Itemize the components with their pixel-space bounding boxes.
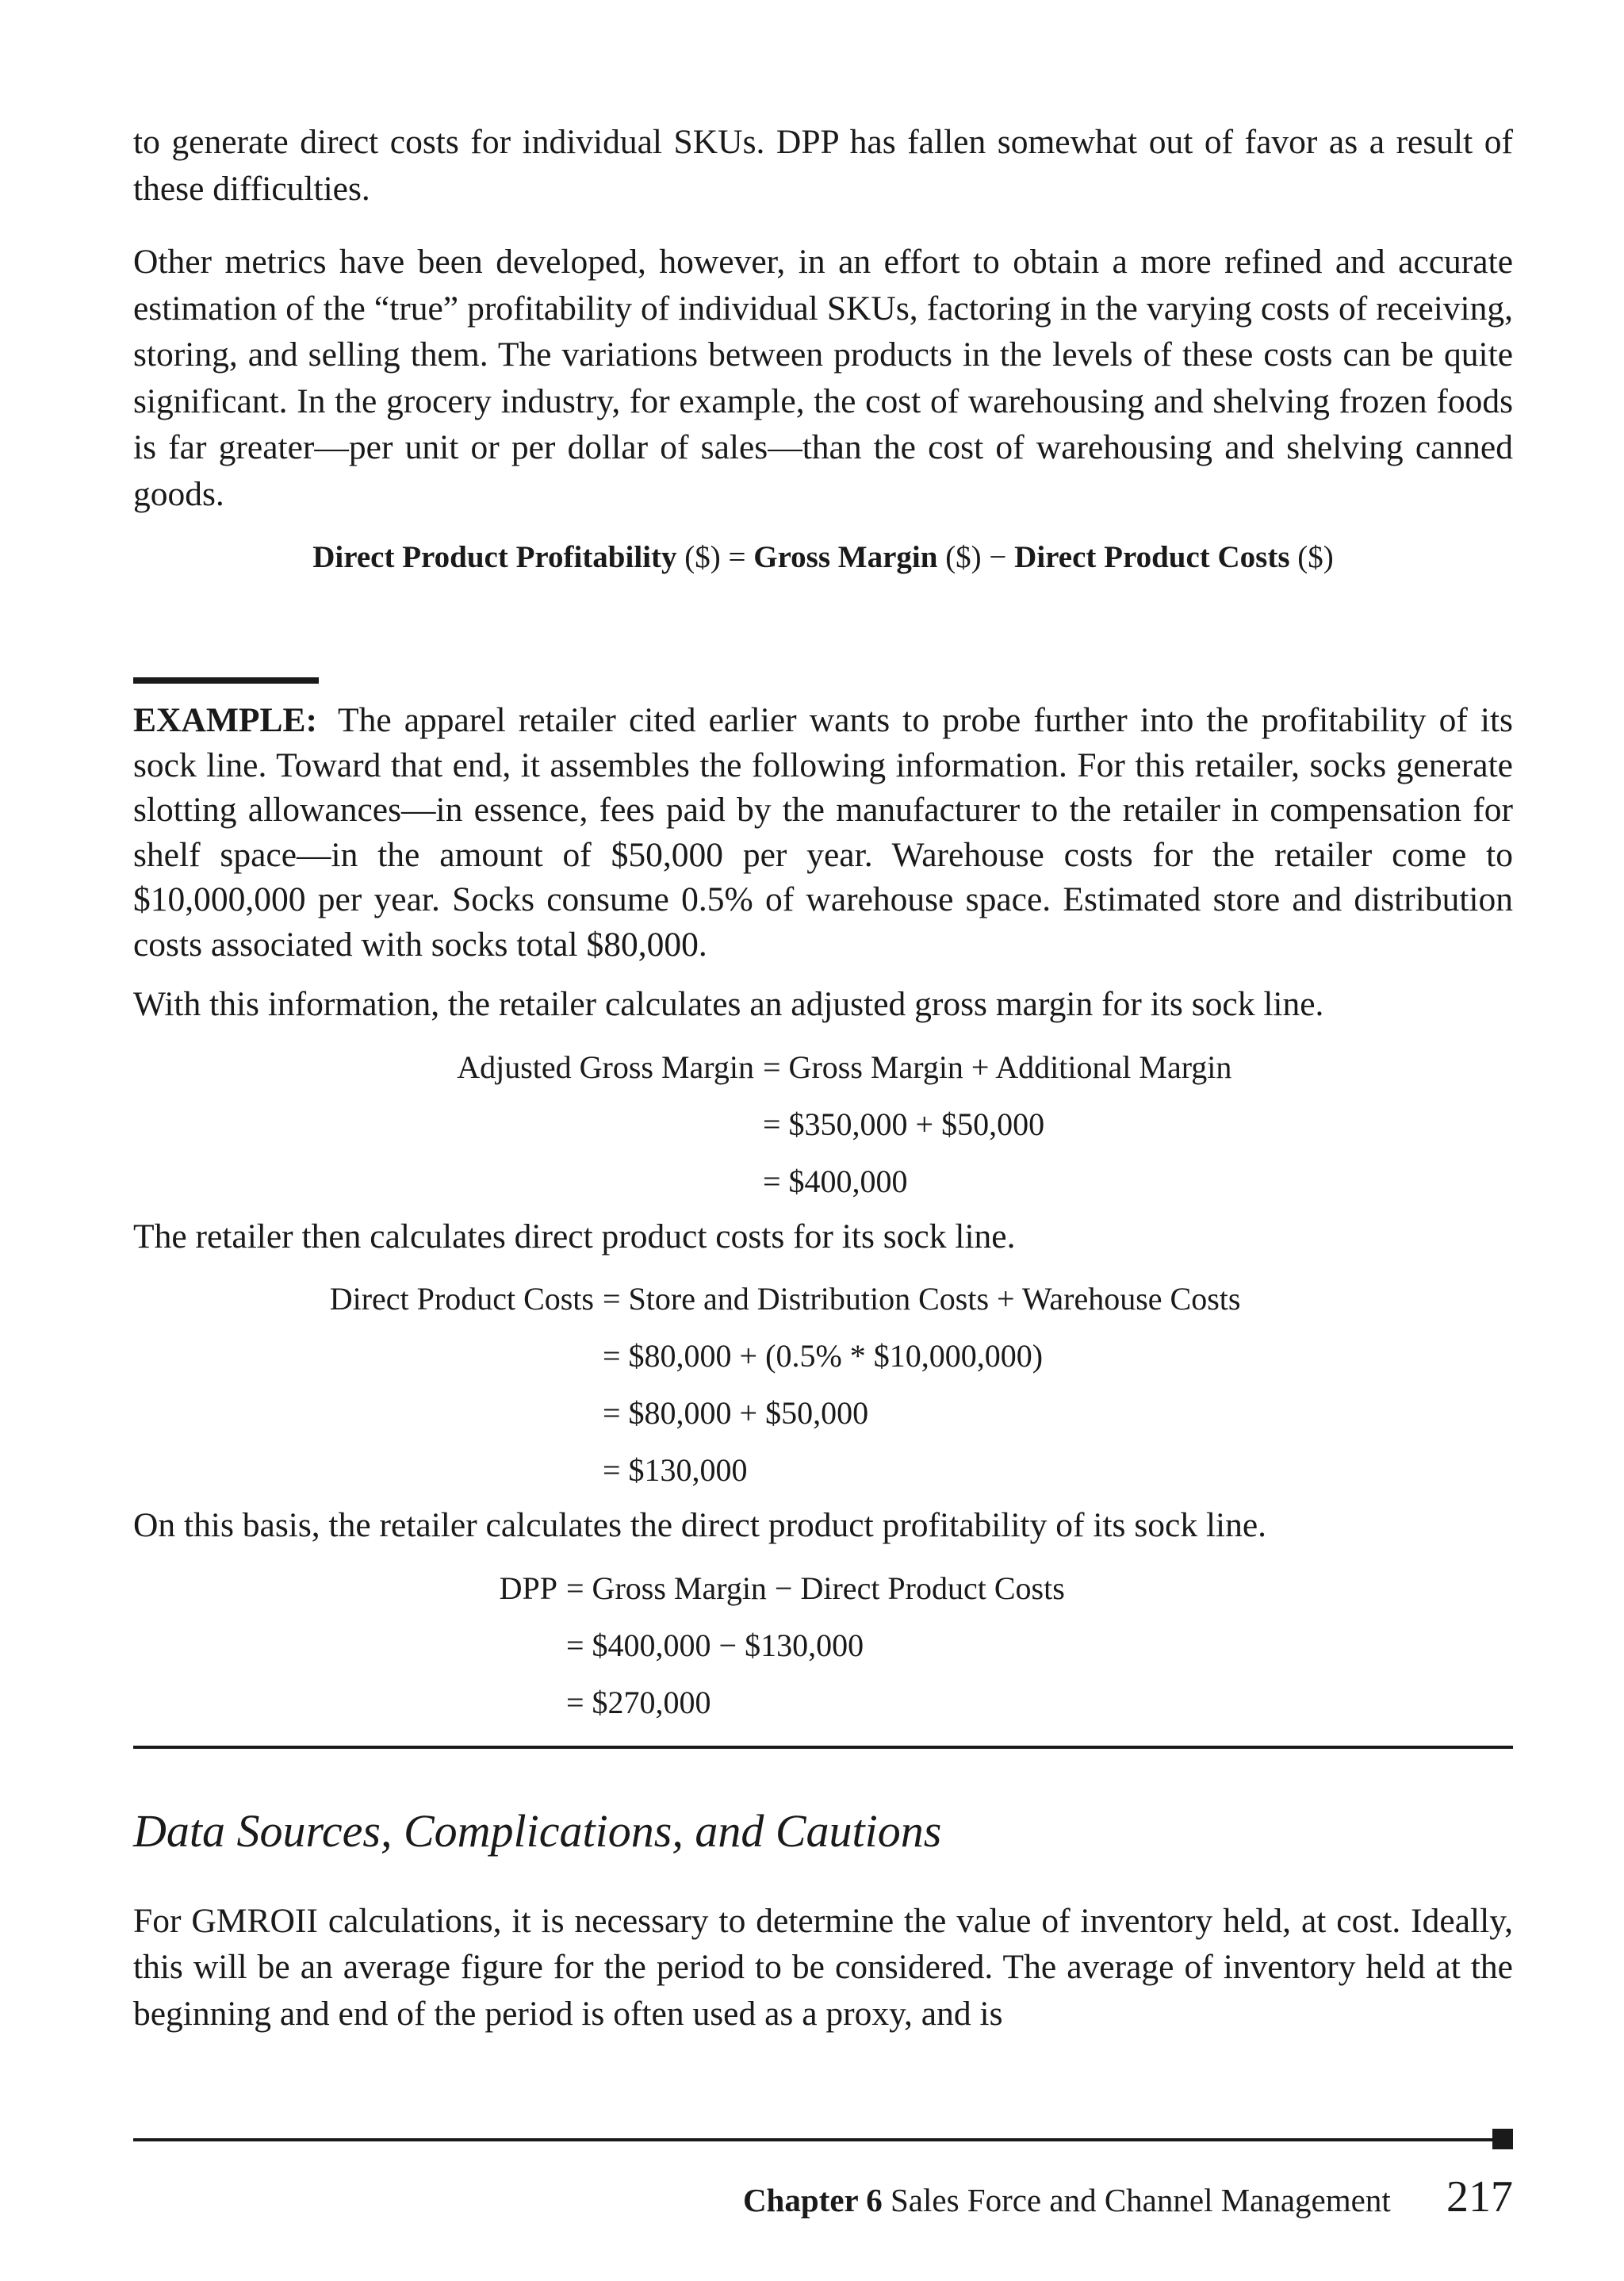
equation-adjusted-gross-margin	[133, 1039, 1513, 1210]
example-end-rule	[133, 1746, 1513, 1749]
chapter-title: Sales Force and Channel Management	[890, 2182, 1391, 2218]
equation-row: = $400,000	[763, 1163, 908, 1199]
paragraph: The retailer then calculates direct product costs for its sock line.	[133, 1217, 1016, 1256]
page-footer	[743, 2172, 1513, 2222]
section-heading: Data Sources, Complications, and Cautions	[133, 1804, 942, 1857]
formula-lhs: Direct Product Profitability	[312, 540, 677, 574]
formula-unit: ($)	[945, 540, 982, 574]
equation-lhs: Adjusted Gross Margin	[457, 1048, 754, 1085]
paragraph: to generate direct costs for individual SKUs. DPP has fallen somewhat out of favor as a result of these difficulties.	[133, 123, 1513, 208]
equation-row: = Gross Margin + Additional Margin	[763, 1048, 1232, 1085]
equation-direct-product-costs	[133, 1271, 1513, 1499]
formula-unit: ($)	[1297, 540, 1334, 574]
equation-lhs: Direct Product Costs	[329, 1281, 594, 1317]
formula-term: Gross Margin	[753, 540, 938, 574]
paragraph: Other metrics have been developed, however, in an effort to obtain a more refined and accurate estimation of the “true” profitability of individual SKUs, factoring in the varying costs of receiving, storing, and selling them. The variations between products in the levels of these costs can be quite significant. In the grocery industry, for example, the cost of warehousing and shelving frozen foods is far greater—per unit or per dollar of sales—than the cost of warehousing and shelving canned goods.	[133, 243, 1513, 513]
formula-term: Direct Product Costs	[1014, 540, 1290, 574]
paragraph: With this information, the retailer calculates an adjusted gross margin for its sock line.	[133, 985, 1324, 1023]
equation-lhs: DPP	[499, 1570, 557, 1606]
dpp-formula	[133, 535, 1513, 581]
example-label: EXAMPLE:	[133, 701, 317, 739]
page-content	[133, 119, 1513, 2037]
equation-row: = $80,000 + (0.5% * $10,000,000)	[603, 1338, 1044, 1374]
example-paragraph	[133, 698, 1513, 967]
equation-dpp	[133, 1560, 1513, 1731]
equation-row: = $130,000	[603, 1452, 748, 1488]
equation-row: = $80,000 + $50,000	[603, 1395, 869, 1431]
chapter-label: Chapter 6	[742, 2182, 883, 2218]
footer-rule	[133, 2138, 1497, 2141]
equation-row: = $270,000	[566, 1684, 711, 1720]
example-text: The apparel retailer cited earlier wants to probe further into the profitability of its sock line. Toward that end, it assembles the following information. For this retailer, socks generate slotting allowances—in essence, fees paid by the manufacturer to the retailer in compensation for shelf space—in the amount of $50,000 per year. Warehouse costs for the retailer come to $10,000,000 per year. Socks consume 0.5% of warehouse space. Estimated store and distribution costs associated with socks total $80,000.	[133, 701, 1513, 964]
equation-row: = Gross Margin − Direct Product Costs	[566, 1570, 1065, 1606]
equation-row: = $350,000 + $50,000	[763, 1106, 1045, 1142]
formula-minus: −	[989, 540, 1007, 574]
equation-row: = $400,000 − $130,000	[566, 1627, 864, 1663]
page-number: 217	[1446, 2172, 1513, 2222]
equation-row: = Store and Distribution Costs + Warehouse Costs	[603, 1281, 1241, 1317]
paragraph: On this basis, the retailer calculates the direct product profitability of its sock line.	[133, 1506, 1267, 1544]
formula-unit: ($)	[684, 540, 721, 574]
footer-square-marker	[1492, 2129, 1513, 2149]
example-rule	[133, 677, 319, 684]
paragraph: For GMROII calculations, it is necessary to determine the value of inventory held, at cost. Ideally, this will be an average figure for the period to be considered. The average of inventory held at the beginning and end of the period is often used as a proxy, and is	[133, 1901, 1513, 2033]
formula-equals: =	[728, 540, 746, 574]
